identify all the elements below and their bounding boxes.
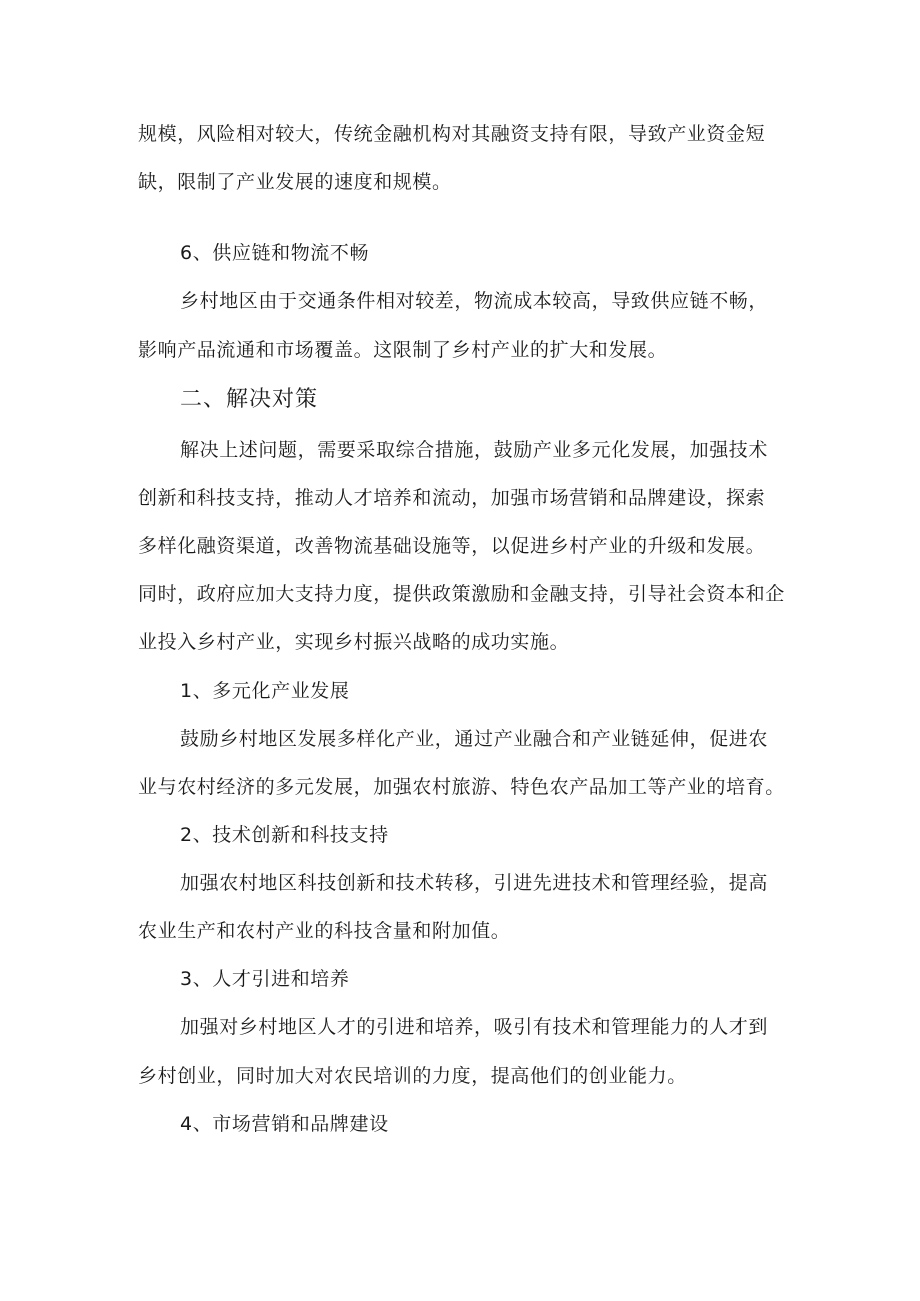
paragraph-line: 缺，限制了产业发展的速度和规模。 <box>138 171 452 193</box>
subheading-talent: 3、人才引进和培养 <box>180 968 350 990</box>
paragraph-line: 加强农村地区科技创新和技术转移，引进先进技术和管理经验，提高 <box>180 872 769 894</box>
paragraph-line: 乡村地区由于交通条件相对较差，物流成本较高，导致供应链不畅， <box>180 290 769 312</box>
paragraph-line: 创新和科技支持，推动人才培养和流动，加强市场营销和品牌建设，探索 <box>138 487 766 509</box>
subheading-supply-chain: 6、供应链和物流不畅 <box>180 242 370 264</box>
paragraph-line: 业投入乡村产业，实现乡村振兴战略的成功实施。 <box>138 631 570 653</box>
paragraph-line: 农业生产和农村产业的科技含量和附加值。 <box>138 920 511 942</box>
paragraph-line: 业与农村经济的多元发展，加强农村旅游、特色农产品加工等产业的培育。 <box>138 776 785 798</box>
subheading-tech-innovation: 2、技术创新和科技支持 <box>180 824 389 846</box>
paragraph-line: 同时，政府应加大支持力度，提供政策激励和金融支持，引导社会资本和企 <box>138 583 785 605</box>
paragraph-line: 多样化融资渠道，改善物流基础设施等，以促进乡村产业的升级和发展。 <box>138 535 766 557</box>
paragraph-line: 乡村创业，同时加大对农民培训的力度，提高他们的创业能力。 <box>138 1065 687 1087</box>
paragraph-line: 解决上述问题，需要采取综合措施，鼓励产业多元化发展，加强技术 <box>180 439 769 461</box>
paragraph-line: 影响产品流通和市场覆盖。这限制了乡村产业的扩大和发展。 <box>138 339 668 361</box>
paragraph-line: 加强对乡村地区人才的引进和培养，吸引有技术和管理能力的人才到 <box>180 1016 769 1038</box>
subheading-marketing-brand: 4、市场营销和品牌建设 <box>180 1113 389 1135</box>
paragraph-line: 规模，风险相对较大，传统金融机构对其融资支持有限，导致产业资金短 <box>138 123 766 145</box>
paragraph-line: 鼓励乡村地区发展多样化产业，通过产业融合和产业链延伸，促进农 <box>180 728 769 750</box>
subheading-diversified-industry: 1、多元化产业发展 <box>180 680 350 702</box>
section-heading-solutions: 二、解决对策 <box>180 387 319 412</box>
